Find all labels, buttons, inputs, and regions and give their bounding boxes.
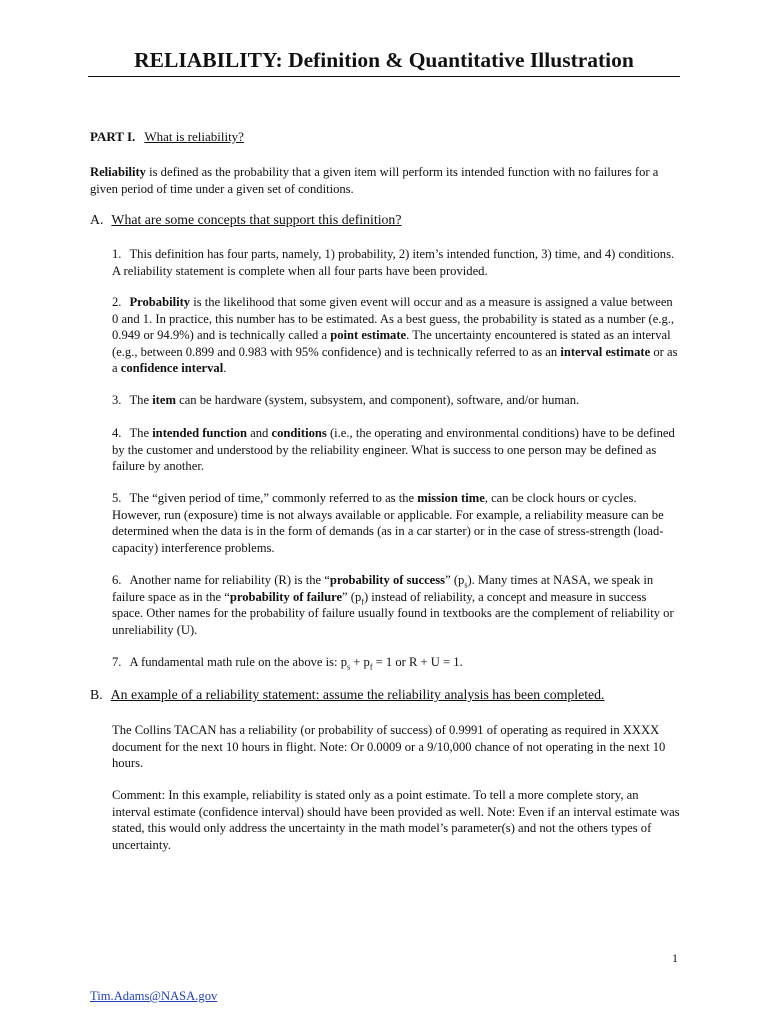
term-point-estimate: point estimate (330, 328, 407, 343)
part-label: PART I. (90, 129, 136, 144)
section-b-heading (90, 687, 605, 704)
item-text: ). Many times at NASA, we speak in failure space as in the “ (112, 573, 654, 604)
item-text: , can be clock hours or cycles. However, run (exposure) time is not always available or applicable. For example, a reliability measure can be determined when the data is in the form of demands (as in a car starter) or in the case of stress-strength (load-capacity) interference problems. (112, 491, 664, 555)
item-text: is the likelihood that some given event will occur and as a measure is assigned a value between 0 and 1. In practice, this number has to be estimated. As a best guess, the probability is stated as a number (e.g., 0.949 or 94.9%) and is technically called a (112, 295, 675, 343)
term-probability-of-failure: probability of failure (229, 589, 343, 604)
item-text: . The uncertainty encountered is stated as an interval (e.g., between 0.899 and 0.983 with 95% confidence) and is technically referred to as an (112, 328, 671, 359)
subscript-s: s (464, 580, 468, 590)
term-conditions: conditions (271, 426, 327, 440)
item-number: 1. (112, 247, 122, 261)
reliability-definition (90, 164, 680, 197)
term-mission-time: mission time (417, 491, 485, 505)
term-intended-function: intended function (152, 426, 248, 440)
list-item-1 (112, 246, 680, 279)
item-number: 4. (112, 426, 122, 440)
list-item-3 (112, 392, 680, 409)
list-item-6 (112, 572, 680, 638)
term-interval-estimate: interval estimate (560, 344, 651, 359)
definition-term: Reliability (90, 165, 146, 179)
example-paragraph: The Collins TACAN has a reliability (or probability of success) of 0.9991 of operating as required in XXXX document for the next 10 hours in flight. Note: Or 0.0009 or a 9/10,000 chance of not operating in the next 10 hours. (112, 723, 666, 771)
list-item-5 (112, 490, 680, 556)
subscript-f: f (369, 662, 373, 672)
list-item-7 (112, 654, 680, 671)
item-text: + p (350, 655, 370, 669)
item-text: Another name for reliability (R) is the “ (129, 573, 330, 587)
section-a-label: A. (90, 212, 104, 227)
item-text: ” (p (342, 589, 362, 604)
item-text: = 1 or R + U = 1. (372, 655, 463, 669)
term-probability-of-success: probability of success (329, 573, 446, 587)
section-a-title: What are some concepts that support this definition? (111, 212, 402, 227)
subscript-f: f (361, 597, 364, 607)
part-question: What is reliability? (144, 129, 244, 144)
term-confidence-interval: confidence interval (120, 361, 224, 376)
item-text: . (223, 361, 227, 376)
list-item-2 (112, 294, 680, 377)
item-text: (i.e., the operating and environmental conditions) have to be defined by the customer and understood by the reliability engineer. What is success to one person may be defined as failure by another. (112, 426, 675, 474)
list-item-4 (112, 425, 680, 475)
item-text: ” (p (445, 573, 465, 587)
item-text: This definition has four parts, namely, 1) probability, 2) item’s intended function, 3) time, and 4) conditions. A reliability statement is complete when all four parts have been provided. (112, 247, 675, 278)
item-text: The (129, 426, 153, 440)
item-number: 5. (112, 491, 122, 505)
item-number: 2. (112, 295, 122, 309)
subscript-s: s (347, 662, 351, 672)
item-number: 7. (112, 655, 122, 669)
item-text: The “given period of time,” commonly referred to as the (129, 491, 418, 505)
term-item: item (152, 393, 176, 407)
page-number: 1 (672, 951, 678, 965)
author-email-link[interactable]: Tim.Adams@NASA.gov (90, 989, 218, 1003)
document-title: RELIABILITY: Definition & Quantitative Illustration (88, 46, 680, 77)
item-text: A fundamental math rule on the above is: p (129, 655, 347, 669)
item-number: 3. (112, 393, 122, 407)
item-number: 6. (112, 573, 122, 587)
item-text: can be hardware (system, subsystem, and component), software, and/or human. (175, 393, 580, 407)
item-text: and (247, 426, 272, 440)
part-heading (90, 129, 244, 146)
section-b-title: An example of a reliability statement: assume the reliability analysis has been completed. (110, 687, 605, 702)
term-probability: Probability (129, 295, 191, 309)
item-text: The (129, 393, 153, 407)
item-text: or as a (112, 344, 678, 376)
section-b-label: B. (90, 687, 103, 702)
comment-paragraph: Comment: In this example, reliability is stated only as a point estimate. To tell a more complete story, an interval estimate (confidence interval) should have been provided as well. Note: Even if an interval estimate was stated, this would only address the uncertainty in the math model’s parameter(s) and not the others types of uncertainty. (112, 788, 680, 852)
definition-text: is defined as the probability that a given item will perform its intended function with no failures for a given period of time under a given set of conditions. (90, 165, 659, 196)
section-a-heading (90, 212, 401, 229)
item-text: ) instead of reliability, a concept and measure in success space. Other names for the probability of failure usually found in textbooks are the complement of reliability or unreliability (U). (112, 589, 674, 637)
